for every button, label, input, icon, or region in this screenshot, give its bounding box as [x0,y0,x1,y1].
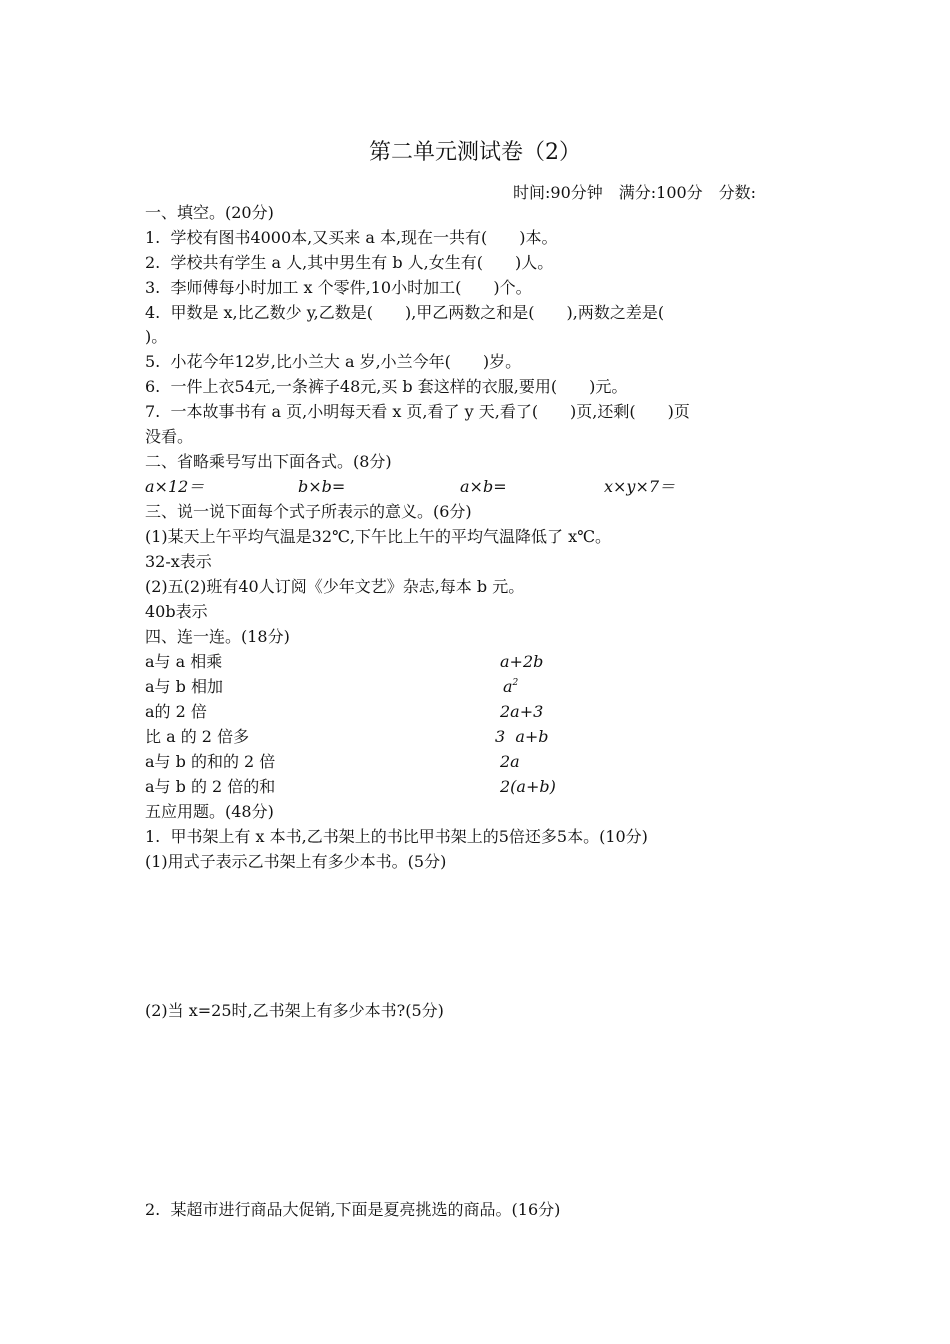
match-right-item: 2a [500,752,520,771]
question-1-4: 4. 甲数是 x,比乙数少 y,乙数是( ),甲乙两数之和是( ),两数之差是( [145,303,665,322]
section-3-heading: 三、说一说下面每个式子所表示的意义。(6分) [145,502,472,521]
match-left-item: a与 b 相加 [145,677,223,696]
match-right-item: $a^2$ [503,677,519,696]
question-1-6: 6. 一件上衣54元,一条裤子48元,买 b 套这样的衣服,要用( )元。 [145,377,628,396]
page-title: 第二单元测试卷（2） [369,140,581,165]
question-1-7-continued: 没看。 [145,427,194,446]
match-right-item: a+2b [500,652,544,671]
word-problem-1: 1. 甲书架上有 x 本书,乙书架上的书比甲书架上的5倍还多5本。(10分) [145,827,648,846]
question-1-4-continued: )。 [145,327,168,346]
match-right-item: 2(a+b) [500,777,556,796]
exam-info: 时间:90分钟 满分:100分 分数: [513,183,757,202]
question-1-7: 7. 一本故事书有 a 页,小明每天看 x 页,看了 y 天,看了( )页,还剩( )页 [145,402,690,421]
expression-item: a×12＝ [145,477,205,496]
match-left-item: a与 b 的 2 倍的和 [145,777,276,796]
match-left-item: a的 2 倍 [145,702,207,721]
match-left-item: 比 a 的 2 倍多 [145,727,250,746]
section-2-heading: 二、省略乘号写出下面各式。(8分) [145,452,392,471]
section-1-heading: 一、填空。(20分) [145,203,274,222]
question-1-2: 2. 学校共有学生 a 人,其中男生有 b 人,女生有( )人。 [145,253,554,272]
expression-item: a×b= [460,477,507,496]
section-3-part-2: (2)五(2)班有40人订阅《少年文艺》杂志,每本 b 元。 [145,577,525,596]
question-1-1: 1. 学校有图书4000本,又买来 a 本,现在一共有( )本。 [145,228,558,247]
word-problem-1-part-2: (2)当 x=25时,乙书架上有多少本书?(5分) [145,1001,444,1020]
word-problem-2: 2. 某超市进行商品大促销,下面是夏亮挑选的商品。(16分) [145,1200,561,1219]
match-left-item: a与 b 的和的 2 倍 [145,752,276,771]
expression-item: x×y×7＝ [604,477,676,496]
match-right-item: 3 a+b [495,727,549,746]
section-3-expression-2: 40b表示 [145,602,208,621]
section-4-heading: 四、连一连。(18分) [145,627,290,646]
match-right-item: 2a+3 [500,702,544,721]
match-left-item: a与 a 相乘 [145,652,223,671]
question-1-3: 3. 李师傅每小时加工 x 个零件,10小时加工( )个。 [145,278,532,297]
expression-item: b×b= [298,477,346,496]
section-3-expression-1: 32-x表示 [145,552,212,571]
word-problem-1-part-1: (1)用式子表示乙书架上有多少本书。(5分) [145,852,447,871]
question-1-5: 5. 小花今年12岁,比小兰大 a 岁,小兰今年( )岁。 [145,352,522,371]
section-3-part-1: (1)某天上午平均气温是32℃,下午比上午的平均气温降低了 x℃。 [145,527,612,546]
section-5-heading: 五应用题。(48分) [145,802,274,821]
